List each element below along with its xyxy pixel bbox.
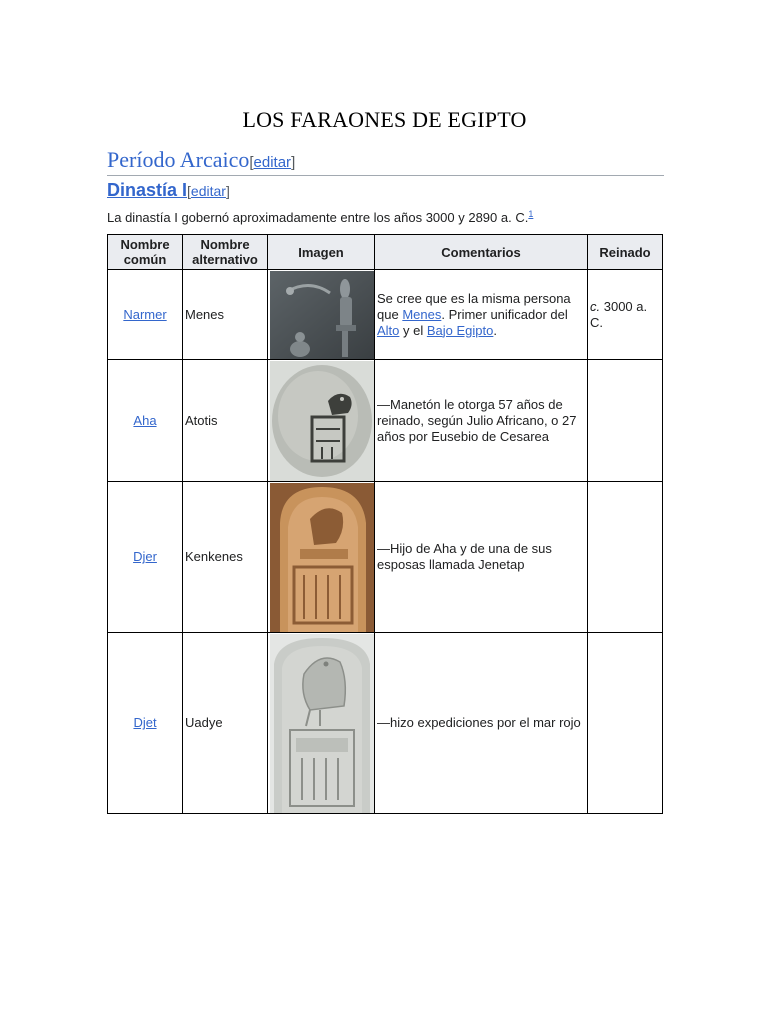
bajo-egipto-link[interactable]: Bajo Egipto [426, 322, 494, 338]
table-row [108, 270, 663, 360]
column-header: Imagen [268, 235, 375, 270]
djet-stela-image[interactable] [270, 634, 374, 813]
column-header: Reinado [588, 235, 663, 270]
pharaoh-name-link[interactable]: Djet [133, 715, 157, 730]
alt-name-cell: Menes [183, 270, 268, 360]
column-header: Nombre alternativo [183, 235, 268, 270]
subsection-edit-link[interactable]: editar [190, 183, 226, 199]
section-edit-control: [editar] [249, 154, 296, 171]
alt-name-cell: Uadye [183, 633, 268, 814]
reign-cell [588, 360, 663, 482]
table-row [108, 360, 663, 482]
document-title: LOS FARAONES DE EGIPTO [242, 107, 527, 132]
subsection-edit-control: [editar] [187, 183, 230, 199]
djer-stela-image[interactable] [270, 483, 374, 632]
table-row [108, 482, 663, 633]
column-header: Comentarios [375, 235, 588, 270]
subsection-heading [107, 180, 230, 201]
section-heading-text: Período Arcaico [107, 147, 250, 172]
reign-cell: c. 3000 a. C. [588, 270, 663, 360]
reference-link[interactable]: 1 [528, 209, 534, 219]
comment-cell: —Hijo de Aha y de una de sus esposas llamada Jenetap [375, 482, 588, 633]
aha-stone-image[interactable] [270, 361, 374, 481]
table-header-row [108, 235, 663, 270]
intro-text: La dinastía I gobernó aproximadamente entre los años 3000 y 2890 a. C. [107, 210, 529, 225]
comment-cell: Se cree que es la misma persona que Menes. Primer unificador del Alto y el Bajo Egipto. [375, 270, 588, 360]
alt-name-cell: Kenkenes [183, 482, 268, 633]
pharaoh-name-link[interactable]: Narmer [123, 306, 167, 322]
table-row [108, 633, 663, 814]
subsection-heading-link[interactable]: Dinastía I [107, 180, 188, 200]
pharaohs-table [107, 234, 663, 814]
pharaoh-name-link[interactable]: Aha [133, 412, 157, 428]
menes-link[interactable]: Menes [402, 306, 442, 322]
section-heading [107, 147, 664, 176]
alt-name-cell: Atotis [183, 360, 268, 482]
section-edit-link[interactable]: editar [253, 154, 292, 171]
pharaoh-name-link[interactable]: Djer [133, 549, 157, 564]
column-header: Nombre común [108, 235, 183, 270]
alto-link[interactable]: Alto [377, 322, 400, 338]
comment-cell: —Manetón le otorga 57 años de reinado, según Julio Africano, o 27 años por Eusebio de Cesarea [375, 360, 588, 482]
narmer-palette-image[interactable] [270, 271, 374, 359]
intro-paragraph [107, 209, 667, 225]
reign-cell [588, 482, 663, 633]
reign-cell [588, 633, 663, 814]
comment-cell: —hizo expediciones por el mar rojo [375, 633, 588, 814]
